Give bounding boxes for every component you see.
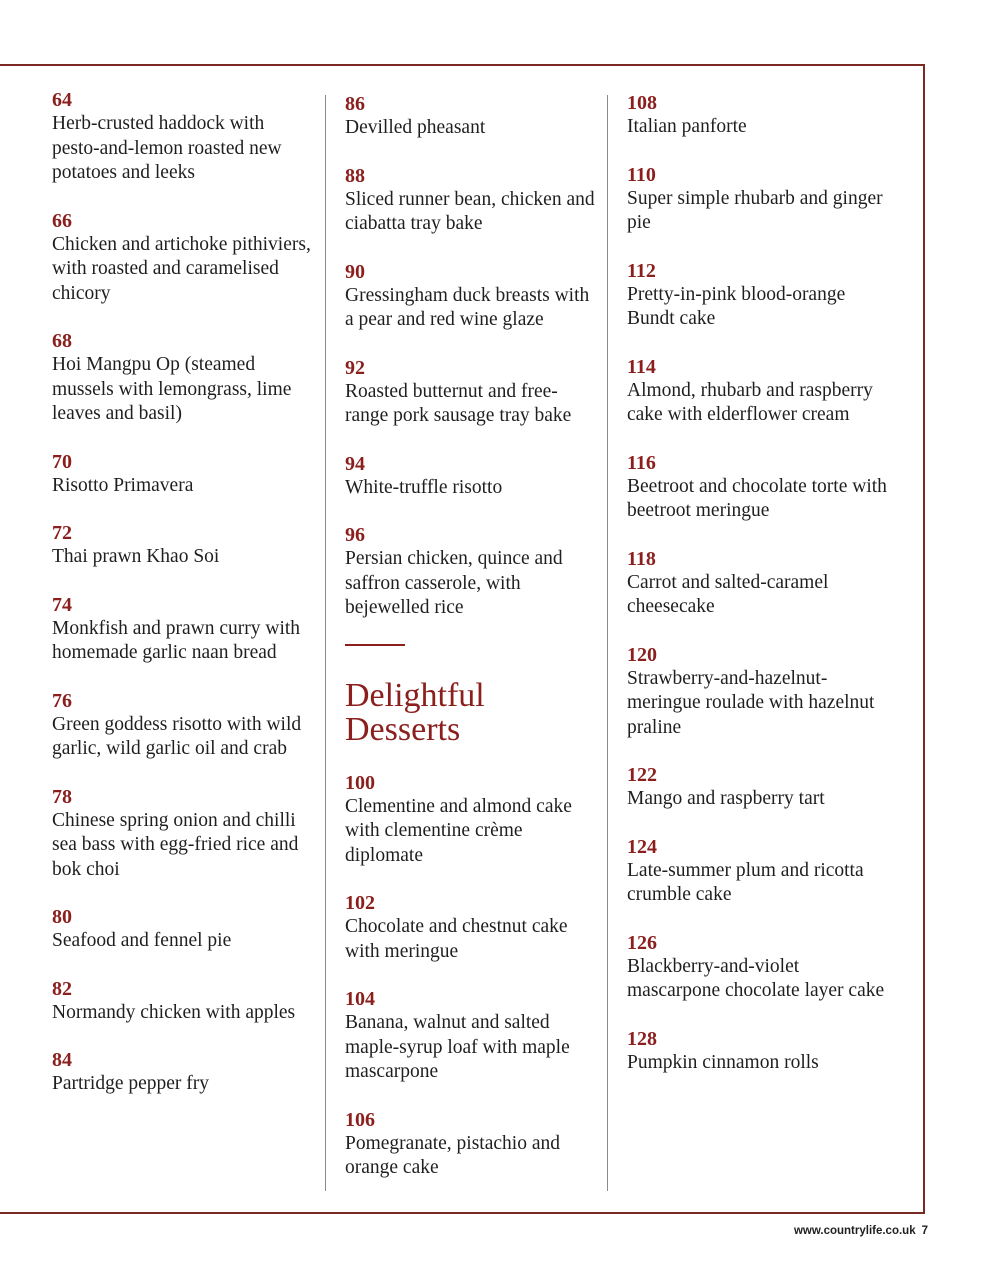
contents-entry[interactable] [345,92,601,141]
recipe-title: White-truffle risotto [345,476,503,498]
recipe-title: Carrot and salted-caramel cheesecake [627,571,829,617]
page-number: 124 [627,835,657,858]
recipe-title: Hoi Mangpu Op (steamed mussels with lemongrass, lime leaves and basil) [52,354,292,424]
recipe-title: Normandy chicken with apples [52,1001,296,1023]
recipe-title: Roasted butternut and free-range pork sausage tray bake [345,380,572,426]
recipe-title: Green goddess risotto with wild garlic, wild garlic oil and crab [52,713,302,759]
recipe-title: Mango and raspberry tart [627,788,825,809]
page-number: 122 [627,764,657,786]
page-number: 128 [627,1027,657,1050]
contents-entry[interactable] [627,91,889,140]
page-number: 90 [345,260,365,283]
recipe-title: Chicken and artichoke pithiviers, with roasted and caramelised chicory [52,233,311,304]
recipe-title: Gressingham duck breasts with a pear and red wine glaze [345,284,590,330]
page-number: 78 [52,785,72,808]
contents-entry[interactable] [345,523,601,621]
recipe-title: Almond, rhubarb and raspberry cake with elderflower cream [627,379,873,425]
contents-entry[interactable] [52,209,314,307]
page-number: 106 [345,1108,375,1131]
recipe-title: Pretty-in-pink blood-orange Bundt cake [627,283,846,329]
page-number: 70 [52,450,72,473]
page-number: 104 [345,988,375,1010]
page-number: 94 [345,452,365,475]
folio-page-number: 7 [921,1225,928,1237]
page-number: 108 [627,92,657,114]
contents-entry[interactable] [627,163,889,236]
page-number: 96 [345,524,365,546]
page-number: 92 [345,356,365,379]
recipe-title: Sliced runner bean, chicken and ciabatta tray bake [345,188,595,234]
contents-entry[interactable] [52,521,314,570]
page-number: 68 [52,330,72,352]
page-number: 86 [345,93,365,115]
recipe-title: Risotto Primavera [52,474,194,496]
recipe-title: Monkfish and prawn curry with homemade garlic naan bread [52,617,301,663]
contents-entry[interactable] [52,1048,314,1097]
contents-entry[interactable] [52,905,314,954]
page-number: 112 [627,259,656,282]
recipe-title: Clementine and almond cake with clementine crème diplomate [345,795,572,866]
contents-entry[interactable] [345,164,601,237]
section-divider [345,644,405,646]
contents-entry[interactable] [345,1108,601,1181]
contents-entry[interactable] [52,450,314,499]
recipe-title: Pomegranate, pistachio and orange cake [345,1132,560,1178]
contents-entry[interactable] [627,835,889,908]
page-number: 82 [52,977,72,1000]
recipe-title: Persian chicken, quince and saffron casserole, with bejewelled rice [345,548,563,618]
page-number: 84 [52,1049,72,1071]
page-footer [794,1225,928,1237]
contents-entry[interactable] [52,785,314,883]
contents-entry[interactable] [627,355,889,428]
recipe-title: Devilled pheasant [345,117,486,138]
contents-entry[interactable] [52,329,314,427]
page-number: 76 [52,689,72,712]
contents-column-3 [627,88,889,1098]
recipe-title: Beetroot and chocolate torte with beetroot meringue [627,475,887,521]
contents-entry[interactable] [627,259,889,332]
contents-entry[interactable] [627,643,889,741]
contents-entry[interactable] [345,260,601,333]
page-number: 126 [627,931,657,954]
page-number: 72 [52,522,72,544]
recipe-title: Chocolate and chestnut cake with meringue [345,916,568,962]
contents-entry[interactable] [345,356,601,429]
recipe-title: Italian panforte [627,116,747,137]
column-divider [325,95,326,1191]
page-number: 118 [627,547,656,570]
recipe-title: Herb-crusted haddock with pesto-and-lemon roasted new potatoes and leeks [52,113,282,183]
recipe-title: Strawberry-and-hazelnut-meringue roulade with hazelnut praline [627,667,875,738]
recipe-title: Super simple rhubarb and ginger pie [627,187,883,233]
recipe-title: Thai prawn Khao Soi [52,546,220,567]
page-number: 74 [52,593,72,616]
contents-entry[interactable] [345,987,601,1085]
section-heading: Delightful Desserts [345,676,485,748]
contents-entry[interactable] [345,452,601,501]
contents-entry[interactable] [52,977,314,1026]
page-number: 88 [345,164,365,187]
contents-entry[interactable] [345,771,601,869]
page-number: 102 [345,892,375,914]
column-divider [607,95,608,1191]
contents-entry[interactable] [52,689,314,762]
recipe-title: Seafood and fennel pie [52,930,232,951]
page-number: 120 [627,643,657,666]
contents-column-2 [345,88,601,1204]
page-number: 66 [52,209,72,232]
recipe-title: Pumpkin cinnamon rolls [627,1051,819,1073]
recipe-title: Chinese spring onion and chilli sea bass with egg-fried rice and bok choi [52,809,299,880]
recipe-title: Banana, walnut and salted maple-syrup loaf with maple mascarpone [345,1012,570,1082]
page-number: 114 [627,355,656,378]
page-number: 110 [627,163,656,186]
contents-entry[interactable] [52,88,314,186]
contents-entry[interactable] [627,451,889,524]
recipe-title: Late-summer plum and ricotta crumble cake [627,859,864,905]
contents-entry[interactable] [627,931,889,1004]
contents-entry[interactable] [345,891,601,964]
contents-entry[interactable] [627,1027,889,1076]
contents-entry[interactable] [627,763,889,812]
website-url[interactable]: www.countrylife.co.uk [793,1225,916,1237]
page-number: 80 [52,906,72,928]
page-number: 64 [52,89,72,111]
recipe-title: Blackberry-and-violet mascarpone chocolate layer cake [627,955,885,1001]
page-number: 100 [345,771,375,794]
contents-entry[interactable] [52,593,314,666]
contents-column-1 [52,88,314,1120]
contents-entry[interactable] [627,547,889,620]
recipe-title: Partridge pepper fry [52,1073,210,1094]
page-number: 116 [627,451,656,474]
